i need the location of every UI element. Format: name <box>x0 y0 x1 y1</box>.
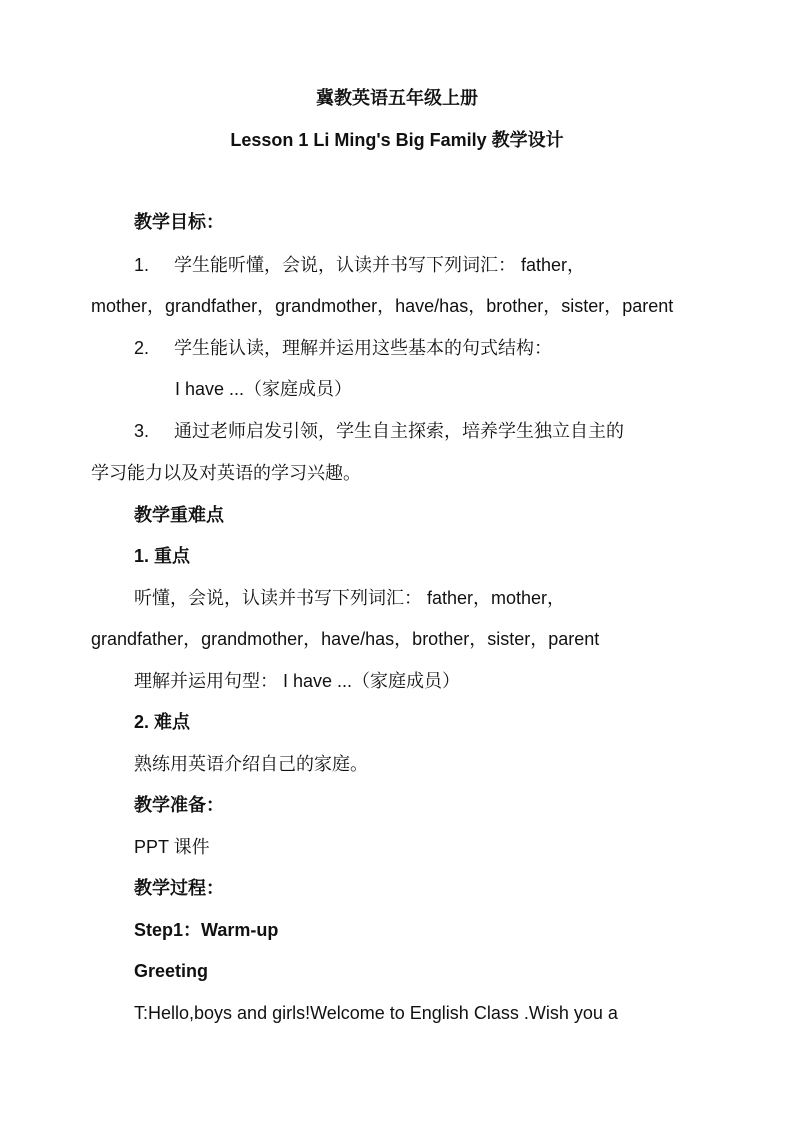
focus-heading: 1. 重点 <box>134 546 191 566</box>
lesson-title: Lesson 1 Li Ming's Big Family 教学设计 <box>230 130 564 150</box>
objective-number: 2. <box>134 338 150 358</box>
difficulty-heading: 2. 难点 <box>134 712 191 732</box>
greeting-heading: Greeting <box>134 961 209 981</box>
teacher-line: T:Hello,boys and girls!Welcome to English Class .Wish you a <box>134 1003 618 1023</box>
objective-number: 3. <box>134 421 150 441</box>
objective-item-1 <box>134 253 585 277</box>
preparation-text: PPT 课件 <box>134 837 210 857</box>
objective-item-2 <box>134 336 552 360</box>
sentence-pattern: I have ...（家庭成员） <box>175 379 353 399</box>
key-points-heading: 教学重难点 <box>134 505 224 525</box>
objective-text: 学生能认读，理解并运用这些基本的句式结构： <box>174 338 552 358</box>
step1-heading: Step1：Warm-up <box>134 920 279 940</box>
focus-text: 听懂，会说，认读并书写下列词汇： father，mother， <box>134 588 566 608</box>
difficulty-text: 熟练用英语介绍自己的家庭。 <box>134 754 368 774</box>
preparation-heading: 教学准备： <box>134 795 224 815</box>
objectives-heading: 教学目标： <box>134 212 224 232</box>
focus-sentence-pattern: 理解并运用句型： I have ...（家庭成员） <box>134 671 461 691</box>
objective-text: 学生能听懂，会说，认读并书写下列词汇： father， <box>174 255 586 275</box>
document-title: 冀教英语五年级上册 <box>316 88 478 108</box>
objective-text: 通过老师启发引领，学生自主探索，培养学生独立自主的 <box>174 421 624 441</box>
objective-item-3-continued: 学习能力以及对英语的学习兴趣。 <box>91 463 361 483</box>
objective-item-1-continued: mother，grandfather，grandmother，have/has，brother，sister，parent <box>91 296 674 316</box>
objective-number: 1. <box>134 255 150 275</box>
objective-item-3 <box>134 419 624 443</box>
process-heading: 教学过程： <box>134 878 224 898</box>
focus-text-continued: grandfather，grandmother，have/has，brother，sister，parent <box>91 629 600 649</box>
